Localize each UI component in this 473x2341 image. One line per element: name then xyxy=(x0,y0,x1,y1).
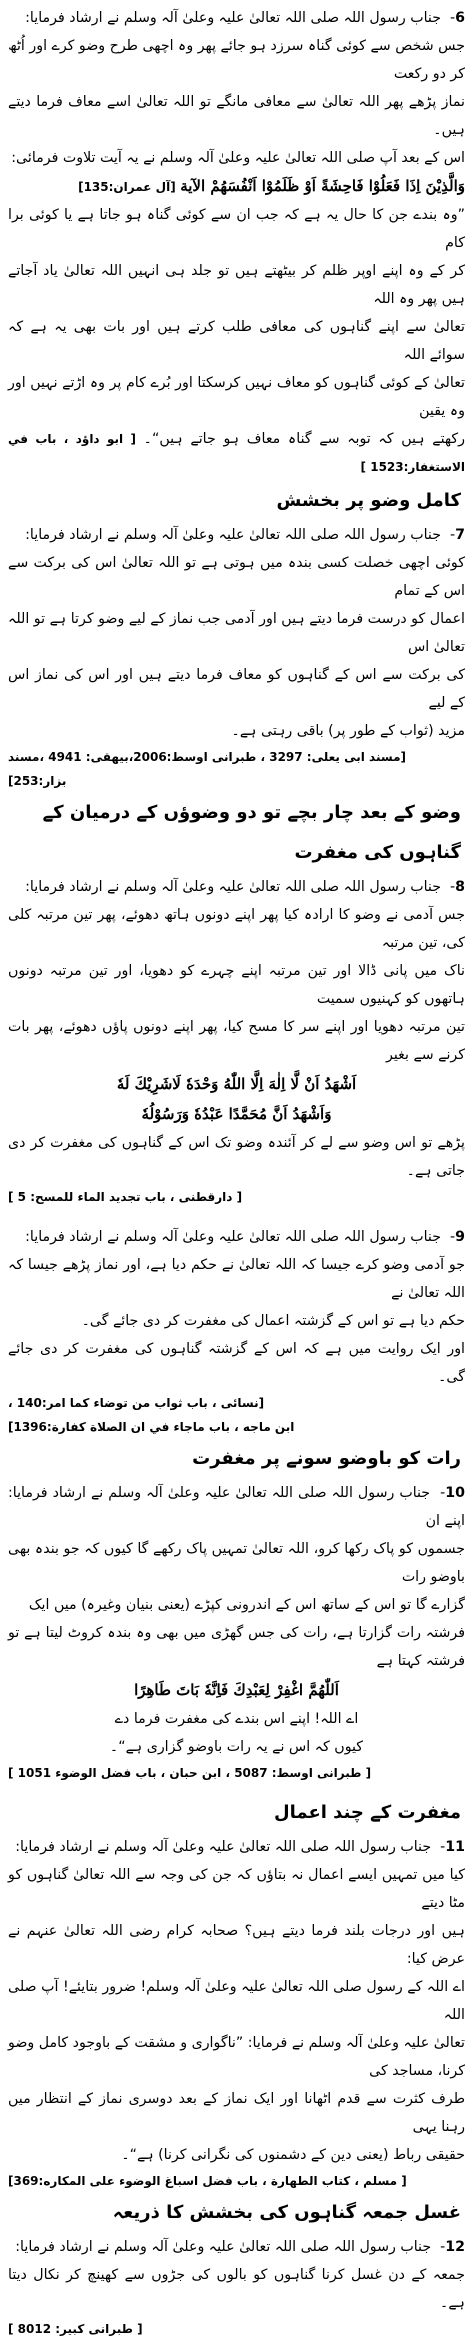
hadith-line: اعمال کو درست فرما دیتے ہیں اور آدمی جب نماز کے لیے وضو کرتا ہے تو اللہ تعالیٰ اس xyxy=(8,611,465,655)
hadith-line: ناک میں پانی ڈالا اور تین مرتبہ اپنے چہرے کو دھویا، اور تین مرتبہ دونوں ہاتھوں کو کہنیوں سمیت xyxy=(8,963,465,1007)
hadith-line: تعالیٰ علیہ وعلیٰ آلہ وسلم نے فرمایا: ”ناگواری و مشقت کے باوجود کامل وضو کرنا، مساجد کی xyxy=(8,2035,465,2079)
hadith-6-intro: 6- جناب رسول اللہ صلی اللہ تعالیٰ علیہ وعلیٰ آلہ وسلم نے ارشاد فرمایا: xyxy=(25,10,465,26)
hadith-number: 8 xyxy=(455,879,465,895)
hadith-line: گزارے گا تو اس کے ساتھ اس کے اندرونی کپڑے (یعنی بنیان وغیرہ) میں ایک xyxy=(28,1597,465,1613)
hadith-10 xyxy=(8,1479,465,1785)
hadith-line: جناب رسول اللہ صلی اللہ تعالیٰ علیہ وعلیٰ آلہ وسلم نے ارشاد فرمایا: xyxy=(15,2239,432,2255)
hadith-11 xyxy=(8,1833,465,2193)
translation-line: ”وہ بندے جن کا حال یہ ہے کہ جب ان سے کوئی گناہ ہو جاتا ہے یا کوئی برا کام xyxy=(8,207,465,251)
ayah-reference: [آل عمران:135] xyxy=(78,180,176,194)
hadith-line: تین مرتبہ دھویا اور اپنے سر کا مسح کیا، پھر اپنے دونوں پاؤں دھوئے، پھر بات کرنے سے بغیر xyxy=(8,1019,465,1063)
ayah-text: وَالَّذِيْنَ اِذَا فَعَلُوْا فَاحِشَةً اَوْ ظَلَمُوْا اَنْفُسَهُمْ الآية xyxy=(180,177,465,195)
hadith-number: 9 xyxy=(455,1229,465,1245)
hadith-number: 11 xyxy=(445,1839,465,1855)
hadith-line: حکم دیا ہے تو اس کے گزشتہ اعمال کی مغفرت کر دی جائے گی۔ xyxy=(81,1313,465,1329)
reference: ابن ماجه ، باب ماجاء في ان الصلاة كفارة:1396] xyxy=(8,1420,295,1434)
hadith-line: جس شخص سے کوئی گناہ سرزد ہو جائے پھر وہ اچھی طرح وضو کرے اور اُٹھ کر دو رکعت xyxy=(8,38,465,82)
hadith-line: جس آدمی نے وضو کا ارادہ کیا پھر اپنے دونوں ہاتھ دھوئے، پھر تین مرتبہ کلی کی، تین مرتبہ xyxy=(8,907,465,951)
hadith-9-intro: 9- جناب رسول اللہ صلی اللہ تعالیٰ علیہ وعلیٰ آلہ وسلم نے ارشاد فرمایا: xyxy=(25,1229,465,1245)
hadith-line: کی برکت سے اس کے گناہوں کو معاف فرما دیتے ہیں اور اس کی نماز اس کے لیے xyxy=(8,667,465,711)
section-heading: غسل جمعہ گناہوں کی بخشش کا ذریعہ xyxy=(112,2202,461,2223)
hadith-line: ہیں اور درجات بلند فرما دیتے ہیں؟ صحابہ کرام رضی اللہ تعالیٰ عنہم نے عرض کیا: xyxy=(8,1923,465,1967)
hadith-line: مزید (ثواب کے طور پر) باقی رہتی ہے۔ xyxy=(231,723,465,739)
hadith-line: اس کے بعد آپ صلی اللہ تعالیٰ علیہ وعلیٰ آلہ وسلم نے یہ آیت تلاوت فرمائی: xyxy=(11,150,465,166)
hadith-7 xyxy=(8,521,465,793)
hadith-line: فرشتہ رات گزارتا ہے، رات کی جس گھڑی میں بھی وہ بندہ کروٹ لیتا ہے تو فرشتہ کہتا ہے xyxy=(8,1625,465,1669)
reference: [مسند ابی یعلی: 3297 ، طبرانی اوسط:2006،بیهقی: 4941 ،مسند بزار:253] xyxy=(8,750,406,788)
hadith-line: جناب رسول اللہ صلی اللہ تعالیٰ علیہ وعلیٰ آلہ وسلم نے ارشاد فرمایا: xyxy=(25,10,441,26)
hadith-line: جناب رسول اللہ صلی اللہ تعالیٰ علیہ وعلیٰ آلہ وسلم نے ارشاد فرمایا: xyxy=(25,879,441,895)
hadith-8 xyxy=(8,873,465,1209)
hadith-line: حقیقی رباط (یعنی دین کے دشمنوں کی نگرانی کرنا) ہے“۔ xyxy=(121,2147,465,2163)
hadith-line: جو آدمی وضو کرے جیسا کہ اللہ تعالیٰ نے حکم دیا ہے، اور نماز پڑھے جیسا کہ اللہ تعالیٰ نے xyxy=(8,1257,465,1301)
hadith-6 xyxy=(8,4,465,481)
reference: [ ابو داؤد ، باب في الاستغفار:1523 ] xyxy=(8,432,465,474)
hadith-line: جسموں کو پاک رکھا کرو، اللہ تعالیٰ تمہیں پاک رکھے گا کیوں کہ جو بندہ بھی باوضو رات xyxy=(8,1541,465,1585)
reference: [ طبرانی اوسط: 5087 ، ابن حبان ، باب فضل الوضوء 1051 ] xyxy=(8,1766,372,1780)
reference: [ مسلم ، كتاب الطهارة ، باب فضل اسباغ الوضوء على المكاره:369] xyxy=(8,2174,407,2188)
translation-end: رکھتے ہیں کہ توبہ سے گناہ معاف ہو جاتے ہیں“۔ xyxy=(143,431,466,447)
translation-line: تعالیٰ سے اپنے گناہوں کی معافی طلب کرتے ہیں اور بات بھی یہ ہے کہ سوائے اللہ xyxy=(8,319,465,363)
translation-line: کیوں کہ اس نے یہ رات باوضو گزاری ہے“۔ xyxy=(109,1739,364,1755)
section-heading: وضو کے بعد چار بچے تو دو وضوؤں کے درمیان کے گناہوں کی مغفرت xyxy=(42,802,461,863)
hadith-line: طرف کثرت سے قدم اٹھانا اور ایک نماز کے بعد دوسری نماز کے انتظار میں رہنا یہی xyxy=(8,2091,465,2135)
hadith-8-intro: 8- جناب رسول اللہ صلی اللہ تعالیٰ علیہ وعلیٰ آلہ وسلم نے ارشاد فرمایا: xyxy=(25,879,465,895)
reference: [ طبرانی کبیر: 8012 ] xyxy=(8,2322,143,2336)
hadith-10-intro: 10- جناب رسول اللہ صلی اللہ تعالیٰ علیہ وعلیٰ آلہ وسلم نے ارشاد فرمایا: اپنے ان xyxy=(8,1485,466,1529)
hadith-9 xyxy=(8,1223,465,1439)
hadith-line: جناب رسول اللہ صلی اللہ تعالیٰ علیہ وعلیٰ آلہ وسلم نے ارشاد فرمایا: xyxy=(25,527,441,543)
hadith-line: جناب رسول اللہ صلی اللہ تعالیٰ علیہ وعلیٰ آلہ وسلم نے ارشاد فرمایا: xyxy=(25,1229,441,1245)
section-heading: رات کو باوضو سونے پر مغفرت xyxy=(192,1448,461,1469)
translation-line: کر کے وہ اپنے اوپر ظلم کر بیٹھتے ہیں تو جلد ہی انہیں اللہ تعالیٰ یاد آجاتے ہیں پھر وہ اللہ xyxy=(8,263,465,307)
dua-line: اَللّٰهُمَّ اغْفِرْ لِعَبْدِكَ فَاِنَّهٗ بَاتَ طَاهِرًا xyxy=(134,1681,339,1699)
hadith-line: کوئی اچھی خصلت کسی بندہ میں ہوتی ہے تو اللہ تعالیٰ اس کی برکت سے اس کے تمام xyxy=(8,555,465,599)
reference: [ دارقطنی ، باب تجدید الماء للمسح: 5 ] xyxy=(8,1190,243,1204)
section-heading: کامل وضو پر بخشش xyxy=(276,490,461,511)
ayah-line xyxy=(8,172,465,201)
hadith-number: 12 xyxy=(445,2239,465,2255)
hadith-11-intro: 11- جناب رسول اللہ صلی اللہ تعالیٰ علیہ وعلیٰ آلہ وسلم نے ارشاد فرمایا: xyxy=(15,1839,465,1855)
hadith-number: 7 xyxy=(455,527,465,543)
translation-line: تعالیٰ کے کوئی گناہوں کو معاف نہیں کرسکتا اور بُرے کام پر وہ اڑتے نہیں اور وہ یقین xyxy=(8,375,465,419)
translation-line: اے اللہ! اپنے اس بندے کی مغفرت فرما دے xyxy=(114,1711,359,1727)
section-heading: مغفرت کے چند اعمال xyxy=(274,1802,461,1823)
dua-line: وَاَشْهَدُ اَنَّ مُحَمَّدًا عَبْدُهٗ وَرَسُوْلُهٗ xyxy=(141,1105,332,1123)
hadith-12 xyxy=(8,2233,465,2341)
hadith-line: جناب رسول اللہ صلی اللہ تعالیٰ علیہ وعلیٰ آلہ وسلم نے ارشاد فرمایا: اپنے ان xyxy=(8,1485,465,1529)
hadith-line: اور ایک روایت میں ہے کہ اس کے گزشتہ گناہوں کی مغفرت کر دی جائے گی۔ xyxy=(8,1341,465,1385)
hadith-number: 6 xyxy=(455,10,465,26)
hadith-line: پڑھے تو اس وضو سے لے کر آئندہ وضو تک اس کے گناہوں کی مغفرت کر دی جاتی ہے۔ xyxy=(8,1135,465,1179)
dua-line: اَشْهَدُ اَنْ لَّا اِلٰهَ اِلَّا اللّٰهُ وَحْدَهٗ لَاشَرِيْكَ لَهٗ xyxy=(116,1075,357,1093)
hadith-line: جناب رسول اللہ صلی اللہ تعالیٰ علیہ وعلیٰ آلہ وسلم نے ارشاد فرمایا: xyxy=(15,1839,432,1855)
hadith-line: اے اللہ کے رسول صلی اللہ تعالیٰ علیہ وعلیٰ آلہ وسلم! ضرور بتایئے! آپ صلی اللہ xyxy=(8,1979,465,2023)
hadith-line: کیا میں تمہیں ایسے اعمال نہ بتاؤں کہ جن کی وجہ سے اللہ تعالیٰ گناہوں کو مٹا دیتے xyxy=(8,1867,465,1911)
translation-line xyxy=(8,425,465,481)
hadith-line: جمعہ کے دن غسل کرنا گناہوں کو بالوں کی جڑوں سے کھینچ کر نکال دیتا ہے۔ xyxy=(8,2267,465,2311)
reference: [نسائی ، باب ثواب من توضاء كما امر:140 ، xyxy=(8,1396,265,1410)
hadith-line: نماز پڑھے پھر اللہ تعالیٰ سے معافی مانگے تو اللہ تعالیٰ اسے معاف فرما دیتے ہیں۔ xyxy=(8,94,465,138)
hadith-number: 10 xyxy=(445,1485,466,1501)
hadith-12-intro: 12- جناب رسول اللہ صلی اللہ تعالیٰ علیہ وعلیٰ آلہ وسلم نے ارشاد فرمایا: xyxy=(15,2239,465,2255)
hadith-7-intro: 7- جناب رسول اللہ صلی اللہ تعالیٰ علیہ وعلیٰ آلہ وسلم نے ارشاد فرمایا: xyxy=(25,527,465,543)
